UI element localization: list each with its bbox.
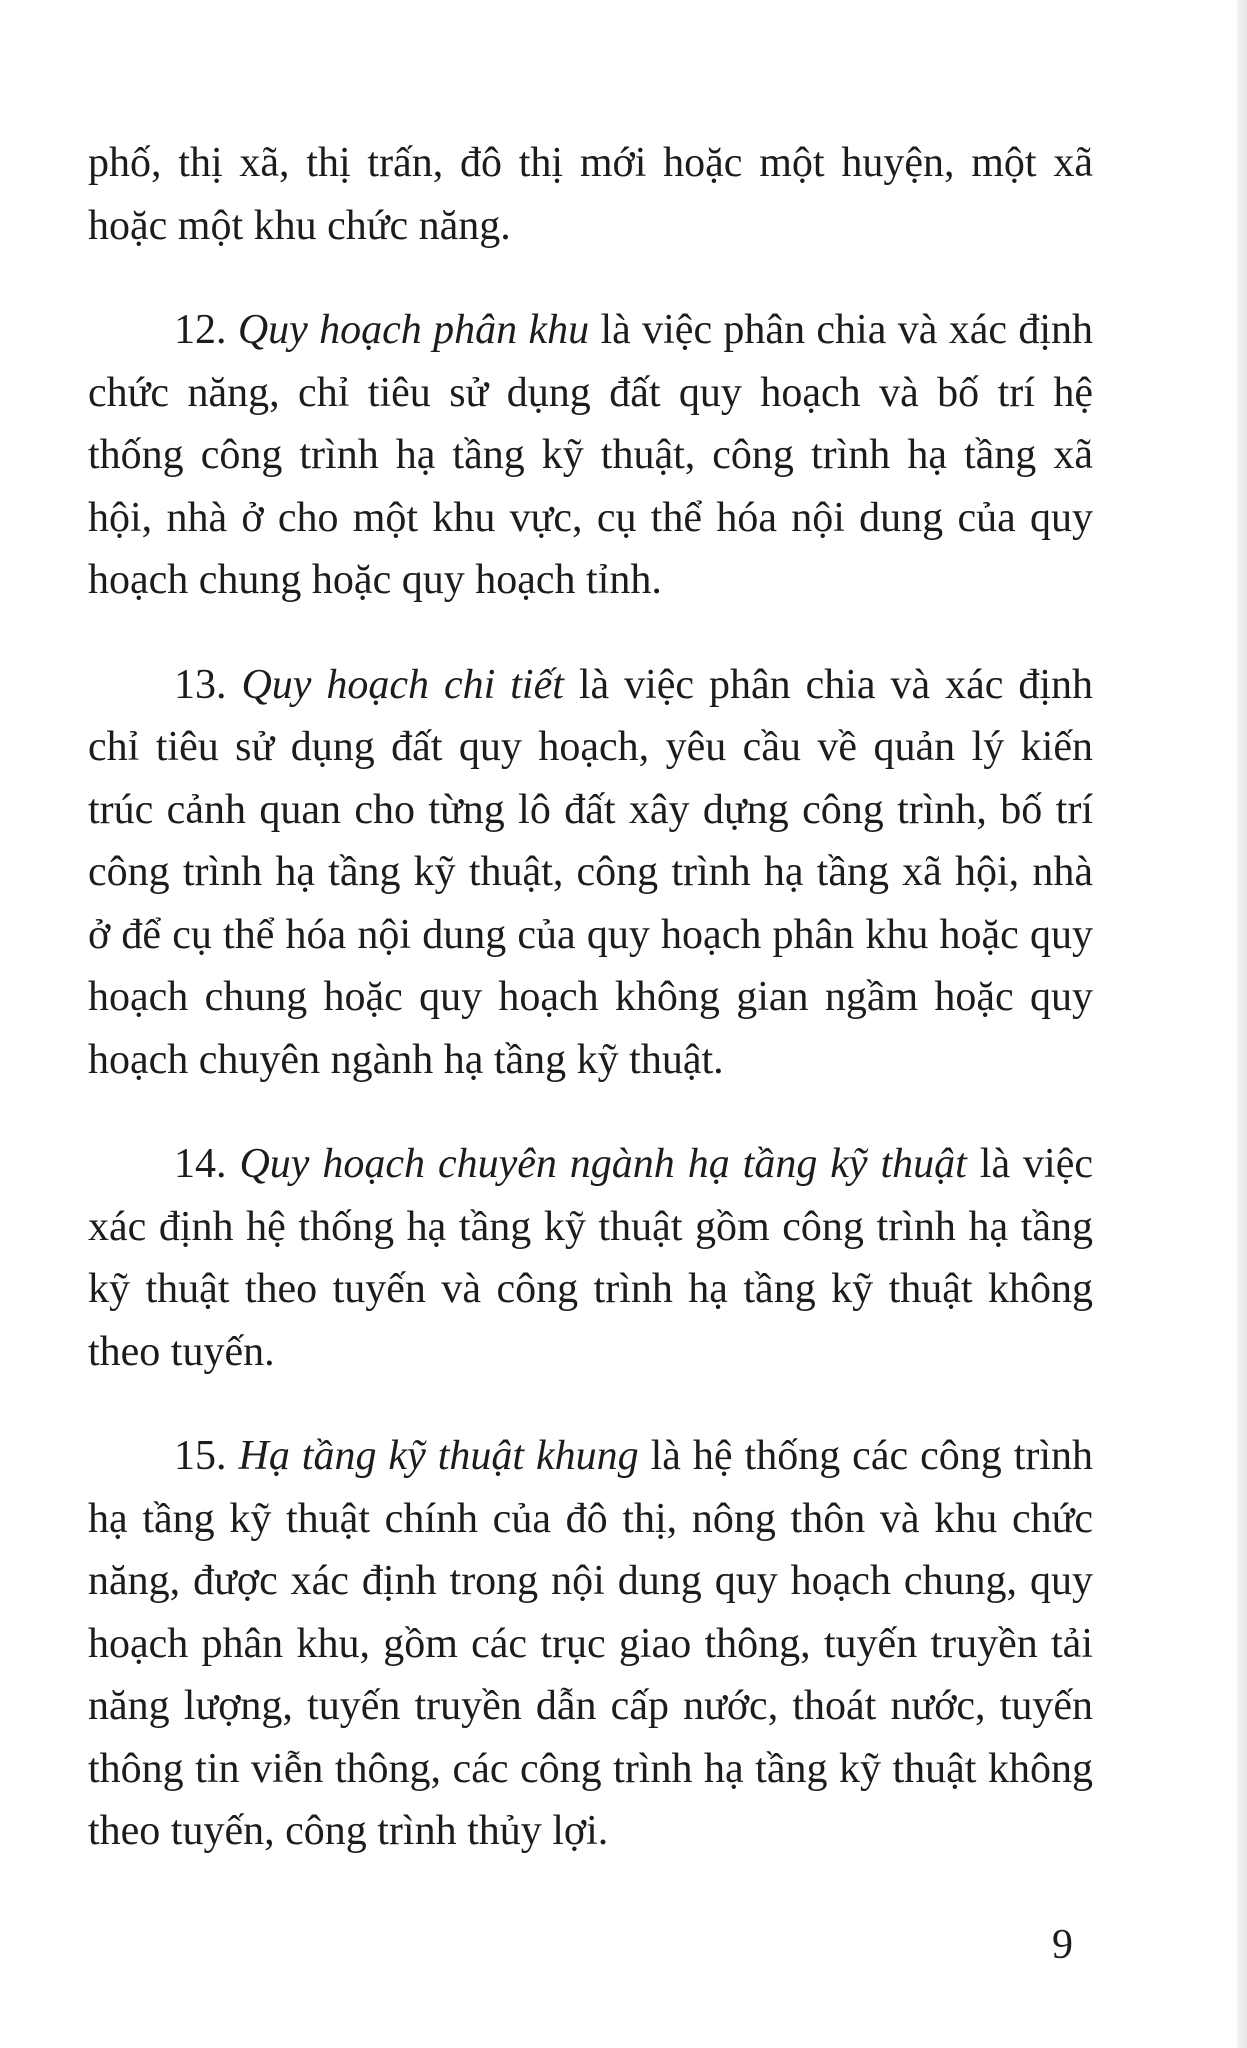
paragraph-text: là hệ thống các công trình hạ tầng kỹ thuật chính của đô thị, nông thôn và khu chức năng, được xác định trong nội dung quy hoạch chung, quy hoạch phân khu, gồm các trục giao thông, tuyến truyền tải năng lượng, tuyến truyền dẫn cấp nước, thoát nước, tuyến thông tin viễn thông, các công trình hạ tầng kỹ thuật không theo tuyến, công trình thủy lợi. [88,1433,1094,1854]
defined-term: Quy hoạch phân khu [237,307,590,353]
defined-term: Hạ tầng kỹ thuật khung [238,1433,639,1479]
page-number: 9 [1052,1922,1073,1968]
defined-term: Quy hoạch chuyên ngành hạ tầng kỹ thuật [239,1141,967,1187]
paragraph-text: phố, thị xã, thị trấn, đô thị mới hoặc một huyện, một xã hoặc một khu chức năng. [88,140,1093,249]
paragraph-15 [88,1425,1093,1863]
defined-term: Quy hoạch chi tiết [241,661,564,708]
paragraph-text: là việc phân chia và xác định chức năng, chỉ tiêu sử dụng đất quy hoạch và bố trí hệ thống công trình hạ tầng kỹ thuật, công trình hạ tầng xã hội, nhà ở cho một khu vực, cụ thể hóa nội dung của quy hoạch chung hoặc quy hoạch tỉnh. [88,307,1093,603]
paragraph-number: 12. [174,307,238,353]
paragraph-text: là việc phân chia và xác định chỉ tiêu sử dụng đất quy hoạch, yêu cầu về quản lý kiến trúc cảnh quan cho từng lô đất xây dựng công trình, bố trí công trình hạ tầng kỹ thuật, công trình hạ tầng xã hội, nhà ở để cụ thể hóa nội dung của quy hoạch phân khu hoặc quy hoạch chung hoặc quy hoạch không gian ngầm hoặc quy hoạch chuyên ngành hạ tầng kỹ thuật. [88,661,1094,1083]
paragraph-13 [88,654,1093,1092]
paragraph-14 [88,1133,1093,1383]
document-body [88,132,1093,1905]
paragraph-text: là việc xác định hệ thống hạ tầng kỹ thuật gồm công trình hạ tầng kỹ thuật theo tuyến và công trình hạ tầng kỹ thuật không theo tuyến. [88,1141,1094,1375]
paragraph-continuation [88,132,1093,257]
page-edge-shadow [1237,0,1247,2048]
paragraph-12 [88,299,1093,612]
paragraph-number: 14. [174,1141,240,1187]
paragraph-number: 15. [174,1433,239,1479]
paragraph-number: 13. [174,661,242,708]
